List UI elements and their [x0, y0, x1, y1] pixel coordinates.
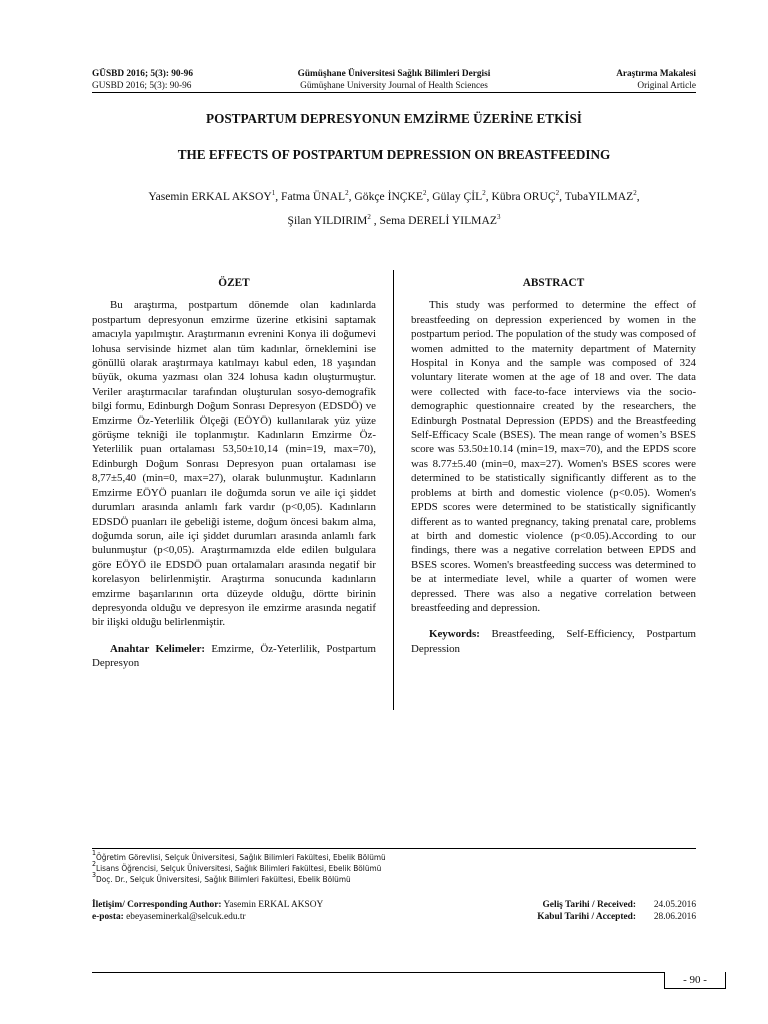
abstract-body: This study was performed to determine the effect of breastfeeding on depression experienced by women in the postpartum period. The population of the study was composed of women admitted to the maternity department of Maternity Hospital in Konya and the sample was composed of 324 voluntary literate women at the age of 18 and over. The data were collected with face-to-face interviews via the socio-demographic questionnaire created by the researchers, the Edinburgh Postnatal Depression (EPDS) and the Breastfeeding Self-Efficacy Scale (BSES). The mean range of women’s BSES score was 53.50±10.14 (min=19, max=70), and the EPDS score was 8.77±5.40 (min=0, max=27). Women's BSES scores were determined to be statistically significantly different as to the problems at birth and domestic violence (p<0.05). Women's EPDS scores were determined to be statistically significantly different as to wanted pregnancy, taking prenatal care, problems at birth and domestic violence (p<0.05).According to our findings, there was a negative correlation between EPDS and BSES scores. Women's breastfeeding success was determined to be at intermediate level, while a quarter of women were depressed. There was also a negative correlation between breastfeeding and depression.: [411, 299, 696, 614]
ozet-heading: ÖZET: [218, 277, 250, 289]
abstract-section: [411, 276, 696, 656]
column-divider: [393, 270, 394, 710]
keywords-label: Anahtar Kelimeler:: [110, 642, 206, 655]
footnote-item: $^1$Öğretim Görevlisi, Selçuk Üniversitesi, Sağlık Bilimleri Fakültesi, Ebelik Bölümü: [92, 849, 386, 862]
citation-en: GUSBD 2016; 5(3): 90-96: [92, 81, 192, 91]
accepted-date: 28.06.2016: [653, 912, 696, 922]
author-name: , TubaYILMAZ: [559, 190, 634, 203]
author-affiliation: 2: [482, 189, 486, 197]
accepted-label: Kabul Tarihi / Accepted:: [537, 912, 636, 922]
author-affiliation: 2: [423, 189, 427, 197]
footnote-item: $^2$Lisans Öğrencisi, Selçuk Üniversitesi, Sağlık Bilimleri Fakültesi, Ebelik Bölümü: [92, 860, 382, 873]
author-name: Yasemin ERKAL AKSOY: [148, 190, 272, 203]
author-list: [92, 185, 696, 233]
author-separator: ,: [636, 190, 640, 203]
footnotes: [92, 849, 386, 885]
correspondence-block: [92, 899, 696, 923]
received-label: Geliş Tarihi / Received:: [542, 900, 636, 910]
author-affiliation: 2: [555, 189, 560, 197]
footnote-item: $^3$Doç. Dr., Selçuk Üniversitesi, Sağlık Bilimleri Fakültesi, Ebelik Bölümü: [92, 871, 351, 884]
corresponding-author: İletişim/ Corresponding Author: Yasemin ERKAL AKSOY: [92, 900, 324, 910]
footnote-divider: [92, 848, 696, 849]
author-name: Şilan YILDIRIM: [287, 214, 368, 227]
author-name: , Kübra ORUÇ: [485, 190, 556, 203]
author-affiliation: 2: [367, 213, 371, 221]
keywords-label: Keywords:: [429, 628, 480, 641]
ozet-body: Bu araştırma, postpartum dönemde olan kadınlarda postpartum depresyonun emzirme üzerine etkisini saptamak amacıyla yapılmıştır. Araştırmanın evrenini Konya ili doğumevi lohusa servisinde hizmet alan tüm kadınlar, örneklemini ise gönüllü olarak araştırmaya katılmayı kabul eden, 18 yaşından büyük, okuma yazması olan 324 lohusa kadın oluşturmuştur. Veriler araştırmacılar tarafından oluşturulan sosyo-demografik bilgi formu, Edinburgh Doğum Sonrası Depresyon (EDSDÖ) ve Emzirme Öz-Yeterlilik Ölçeği (EÖYÖ) kullanılarak yüz yüze görüşme tekniği ile toplanmıştır. Kadınların Emzirme Öz-Yeterlilik puan ortalaması 53,50±10,14 (min=19, max=70), Edinburgh Doğum Sonrası Depresyon puan ortalaması ise 8,77±5,40 (min=0, max=27), olarak bulunmuştur. Kadınların Emzirme EÖYÖ puanları ile doğumda sorun ve aile içi şiddet durumları arasında anlamlı fark vardır (p<0,05). Kadınların EDSDÖ puanları ile gebeliği isteme, doğum öncesi bakım alma, doğumda sorun, aile içi şiddet durumları arasında anlamlı fark bulunmuştur (p<0,05). Araştırmamızda elde edilen bulgulara göre EÖYÖ ile EDSDÖ puan ortalamaları arasında negatif bir korelasyon belirlenmiştir. Araştırma sonucunda kadınların emzirme başarılarının orta düzeyde olduğu, dörtte birinin depresyonda olduğu ve depresyon ile emzirme arasında negatif bir ilişki olduğu belirlenmiştir.: [92, 299, 376, 629]
journal-header: [92, 68, 696, 92]
title-english: THE EFFECTS OF POSTPARTUM DEPRESSION ON BREASTFEEDING: [177, 147, 611, 162]
author-affiliation: 2: [633, 189, 637, 197]
article-type-en: Original Article: [637, 81, 696, 91]
author-name: , Gülay ÇİL: [426, 190, 483, 203]
abstract-heading: ABSTRACT: [522, 277, 585, 289]
author-affiliation: 1: [271, 189, 276, 197]
keywords-text: Breastfeeding, Self-Efficiency, Postpartum Depression: [411, 628, 696, 655]
author-name: , Fatma ÜNAL: [275, 190, 346, 203]
header-divider: [92, 92, 696, 93]
keywords-text: Emzirme, Öz-Yeterlilik, Postpartum Depresyon: [92, 642, 376, 670]
ozet-section: [92, 276, 376, 671]
email: e-posta: ebeyaseminerkal@selcuk.edu.tr: [92, 912, 246, 922]
page-footer-rule: [92, 972, 664, 973]
author-affiliation: 3: [496, 213, 501, 221]
author-name: , Gökçe İNÇKE: [348, 190, 423, 203]
abstract-keywords: [411, 627, 696, 656]
title-turkish: POSTPARTUM DEPRESYONUN EMZİRME ÜZERİNE ETKİSİ: [206, 111, 582, 126]
ozet-keywords: [92, 642, 376, 671]
received-date: 24.05.2016: [653, 900, 696, 910]
journal-name-tr: Gümüşhane Üniversitesi Sağlık Bilimleri Dergisi: [297, 69, 491, 79]
page-number: - 90 -: [664, 972, 726, 989]
email-link[interactable]: ebeyaseminerkal@selcuk.edu.tr: [123, 912, 246, 922]
author-name: , Sema DERELİ YILMAZ: [370, 214, 497, 227]
citation-tr: GÜSBD 2016; 5(3): 90-96: [92, 69, 193, 79]
author-affiliation: 2: [345, 189, 349, 197]
journal-name-en: Gümüşhane University Journal of Health Sciences: [300, 81, 488, 91]
article-type-tr: Araştırma Makalesi: [616, 69, 696, 79]
